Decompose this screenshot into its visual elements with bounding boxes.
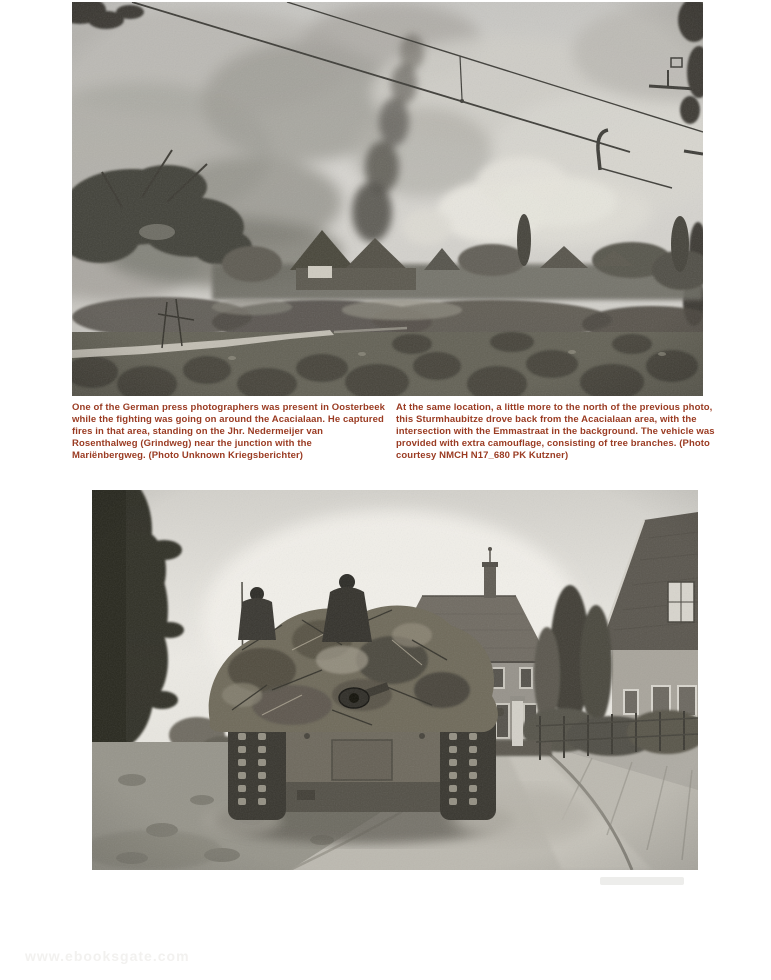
photo-sturmhaubitze xyxy=(92,490,698,870)
photo-top-art xyxy=(72,2,703,396)
film-grain xyxy=(92,490,698,870)
watermark: www.ebooksgate.com xyxy=(25,948,190,964)
caption-left: One of the German press photographers was present in Oosterbeek while the fighting was going on around the Acacialaan. He captured fires in that area, standing on the Jhr. Nedermeijer van Rosenthalweg (Grindweg) near the junction with the Mariënbergweg. (Photo Unknown Kriegsberichter) xyxy=(72,402,386,461)
photo-bottom-art xyxy=(92,490,698,870)
film-grain xyxy=(72,2,703,396)
photo-oosterbeek-smoke xyxy=(72,2,703,396)
scan-smudge xyxy=(600,877,684,885)
caption-right: At the same location, a little more to the north of the previous photo, this Sturmhaubitze drove back from the Acacialaan area, with the intersection with the Emmastraat in the background. The vehicle was provided with extra camouflage, consisting of tree branches. (Photo courtesy NMCH N17_680 PK Kutzner) xyxy=(396,402,715,461)
